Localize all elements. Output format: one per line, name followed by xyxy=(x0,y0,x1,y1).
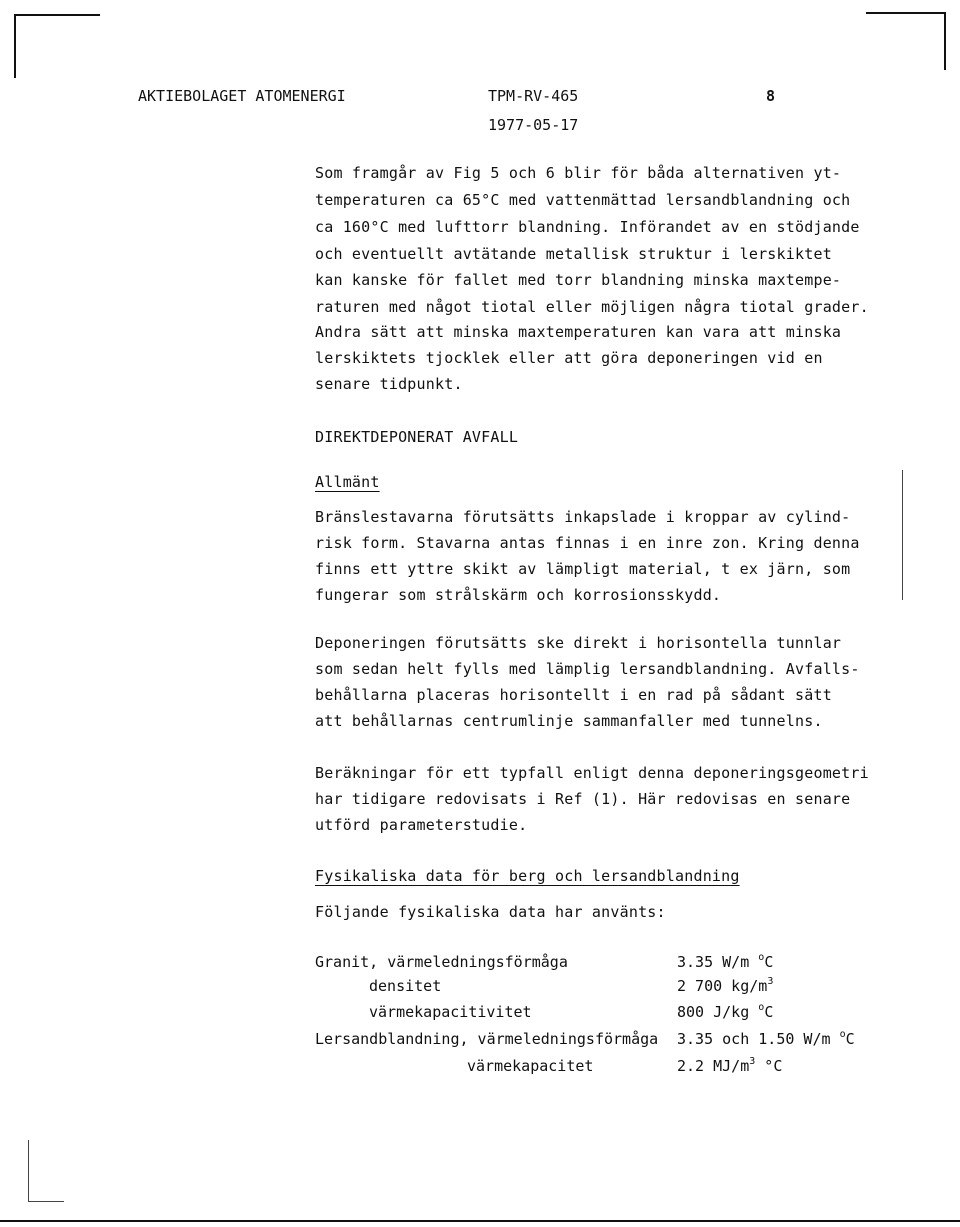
intro-line: och eventuellt avtätande metallisk struktur i lerskiktet xyxy=(315,245,832,263)
paragraph-line: behållarna placeras horisontellt i en rad på sådant sätt xyxy=(315,686,832,704)
paragraph-line: risk form. Stavarna antas finnas i en inre zon. Kring denna xyxy=(315,534,860,552)
table-row-value: 800 J/kg $^o$C xyxy=(677,1002,774,1021)
left-margin-tick xyxy=(28,1140,29,1202)
report-id: TPM-RV-465 xyxy=(488,87,579,105)
right-margin-bar xyxy=(902,470,903,600)
table-row-value: 3.35 och 1.50 W/m $^o$C xyxy=(677,1029,855,1048)
paragraph-line: Beräkningar för ett typfall enligt denna deponeringsgeometri xyxy=(315,764,869,782)
intro-line: kan kanske för fallet med torr blandning minska maxtempe- xyxy=(315,271,842,289)
page-number: 8 xyxy=(766,87,776,105)
table-row-label: densitet xyxy=(369,977,442,995)
intro-line: temperaturen ca 65°C med vattenmättad lersandblandning och xyxy=(315,191,851,209)
section-heading: DIREKTDEPONERAT AVFALL xyxy=(315,428,519,446)
intro-line: raturen med något tiotal eller möjligen några tiotal grader. xyxy=(315,298,869,316)
subheading: Allmänt xyxy=(315,473,380,491)
left-margin-dash xyxy=(28,1201,64,1202)
paragraph-line: att behållarnas centrumlinje sammanfaller med tunnelns. xyxy=(315,712,823,730)
intro-line: lerskiktets tjocklek eller att göra deponeringen vid en xyxy=(315,349,823,367)
table-row-value: 2.2 $MJ/m^3$ °C xyxy=(677,1056,783,1075)
paragraph-line: har tidigare redovisats i Ref (1). Här redovisas en senare xyxy=(315,790,851,808)
intro-line: ca 160°C med lufttorr blandning. Införandet av en stödjande xyxy=(315,218,860,236)
paragraph-line: som sedan helt fylls med lämplig lersandblandning. Avfalls- xyxy=(315,660,860,678)
intro-line: Som framgår av Fig 5 och 6 blir för båda alternativen yt- xyxy=(315,164,842,182)
corner-mark-top-left-v xyxy=(14,14,16,78)
intro-line: Andra sätt att minska maxtemperaturen kan vara att minska xyxy=(315,323,842,341)
table-row-label: Lersandblandning, värmeledningsförmåga xyxy=(315,1030,659,1048)
corner-mark-top-right-h xyxy=(866,12,946,14)
paragraph-line: utförd parameterstudie. xyxy=(315,816,528,834)
table-row-label: värmekapacitivitet xyxy=(369,1003,532,1021)
table-row-value: 3.35 W/m $^o$C xyxy=(677,952,774,971)
paragraph-line: Deponeringen förutsätts ske direkt i horisontella tunnlar xyxy=(315,634,842,652)
report-date: 1977-05-17 xyxy=(488,116,579,134)
paragraph-line: Bränslestavarna förutsätts inkapslade i kroppar av cylind- xyxy=(315,508,851,526)
paragraph-line: fungerar som strålskärm och korrosionsskydd. xyxy=(315,586,722,604)
physical-data-heading: Fysikaliska data för berg och lersandblandning xyxy=(315,867,740,885)
table-row-label: värmekapacitet xyxy=(467,1057,594,1075)
table-row-label: Granit, värmeledningsförmåga xyxy=(315,953,568,971)
bottom-edge-line xyxy=(0,1220,960,1222)
intro-line: senare tidpunkt. xyxy=(315,375,463,393)
corner-mark-top-left-h xyxy=(14,14,100,16)
table-row-value: 2 700 $kg/m^3$ xyxy=(677,976,774,995)
paragraph-line: finns ett yttre skikt av lämpligt material, t ex järn, som xyxy=(315,560,851,578)
physical-data-intro: Följande fysikaliska data har använts: xyxy=(315,903,666,921)
company-name: AKTIEBOLAGET ATOMENERGI xyxy=(138,87,346,105)
corner-mark-top-right-v xyxy=(944,12,946,70)
